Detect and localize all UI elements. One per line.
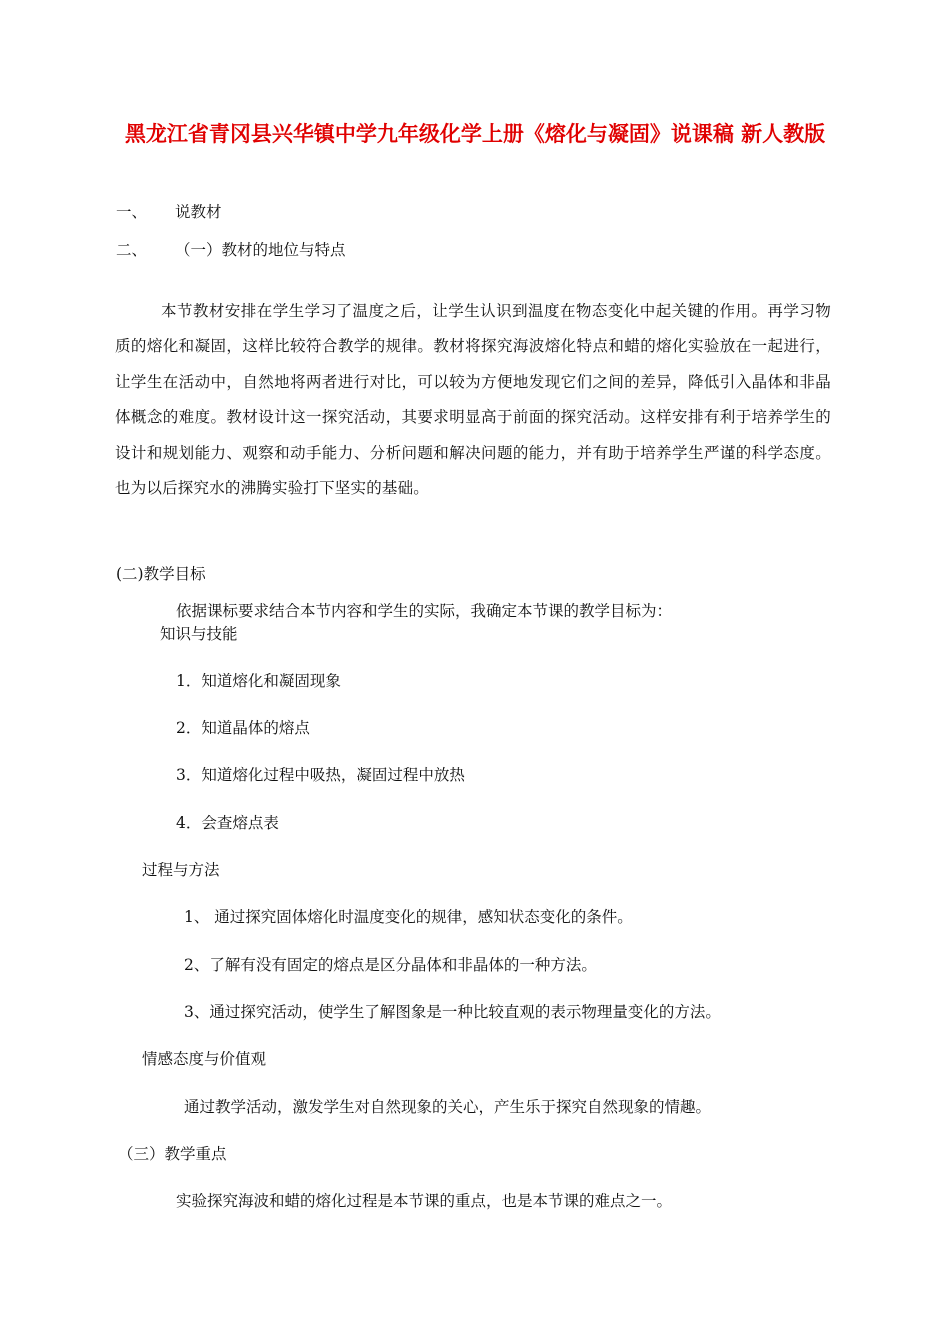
- goals-intro: 依据课标要求结合本节内容和学生的实际，我确定本节课的教学目标为：: [176, 602, 673, 620]
- section-number-2: 二、: [116, 241, 148, 259]
- section-heading-shuo-jiaocai: 说教材: [175, 203, 222, 221]
- knowledge-item: 1．知道熔化和凝固现象: [176, 672, 341, 690]
- emotion-heading: 情感态度与价值观: [142, 1050, 267, 1068]
- knowledge-heading: 知识与技能: [160, 625, 238, 643]
- knowledge-item: 2．知道晶体的熔点: [176, 719, 310, 737]
- section-number-1: 一、: [116, 203, 148, 221]
- knowledge-item: 3．知道熔化过程中吸热，凝固过程中放热: [176, 766, 465, 784]
- knowledge-item: 4．会查熔点表: [176, 814, 279, 832]
- process-heading: 过程与方法: [142, 861, 220, 879]
- emotion-text: 通过教学活动，激发学生对自然现象的关心，产生乐于探究自然现象的情趣。: [184, 1098, 712, 1116]
- process-item: 2、了解有没有固定的熔点是区分晶体和非晶体的一种方法。: [184, 956, 597, 974]
- subsection-heading-position: （一）教材的地位与特点: [175, 241, 346, 259]
- keypoint-text: 实验探究海波和蜡的熔化过程是本节课的重点，也是本节课的难点之一。: [176, 1192, 673, 1210]
- intro-paragraph: 本节教材安排在学生学习了温度之后，让学生认识到温度在物态变化中起关键的作用。再学习物质的熔化和凝固，这样比较符合教学的规律。教材将探究海波熔化特点和蜡的熔化实验放在一起进行，让学生在活动中，自然地将两者进行对比，可以较为方便地发现它们之间的差异，降低引入晶体和非晶体概念的难度。教材设计这一探究活动，其要求明显高于前面的探究活动。这样安排有利于培养学生的设计和规划能力、观察和动手能力、分析问题和解决问题的能力，并有助于培养学生严谨的科学态度。也为以后探究水的沸腾实验打下坚实的基础。: [115, 302, 831, 498]
- process-item: 3、通过探究活动，使学生了解图象是一种比较直观的表示物理量变化的方法。: [184, 1003, 721, 1021]
- process-item: 1、 通过探究固体熔化时温度变化的规律，感知状态变化的条件。: [184, 908, 633, 926]
- document-title: 黑龙江省青冈县兴华镇中学九年级化学上册《熔化与凝固》说课稿 新人教版: [124, 122, 826, 146]
- keypoint-heading: （三）教学重点: [118, 1145, 227, 1163]
- goals-heading: (二)教学目标: [116, 565, 206, 583]
